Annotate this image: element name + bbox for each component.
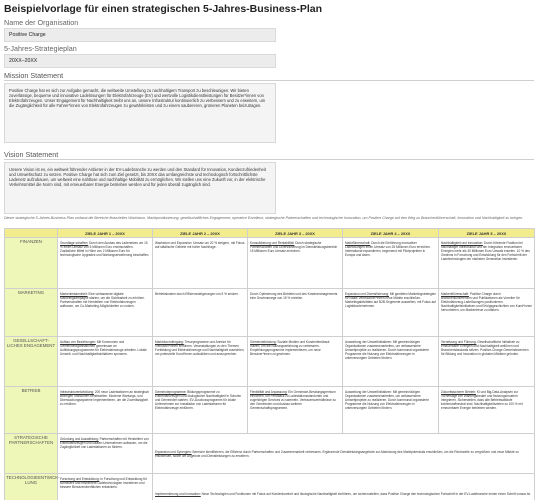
goal-cell[interactable]	[153, 474, 535, 500]
row-label-finanzen: FINANZEN	[5, 238, 58, 289]
plan-label: 5-Jahres-Strategieplan	[4, 44, 77, 53]
goal-cell[interactable]	[439, 238, 535, 289]
table-row	[5, 387, 535, 434]
page-title: Beispielvorlage für einen strategischen 5-Jahres-Business-Plan	[4, 3, 323, 15]
goal-cell[interactable]	[248, 238, 343, 289]
goal-cell[interactable]	[153, 434, 535, 474]
goal-cell[interactable]	[343, 238, 439, 289]
goal-cell-heading: Gründung und Auswählung:	[60, 437, 99, 441]
goal-cell[interactable]	[439, 387, 535, 434]
vision-text[interactable]: Unsere Vision ist es, ein weltweit führender Anbieter in der EV-Ladebranche zu werden und den Standard für Innovation, Kundenzufriedenheit und Umweltschutz zu setzen. Positive Charge hat sich zum Ziel gesetzt, bis 20XX das umfangreichste und technologisch fortschrittlichste Ladenetz aufzubauen, um weltweit eine nahtlose und nachhaltige Mobilität zu ermöglichen. Wir stellen uns eine Zukunft vor, in der elektrische Verkehrsmittel die Norm sind, mit erneuerbarer Energie betrieben werden und für jeden überall zugänglich sind.	[4, 162, 276, 214]
goal-cell-heading: Markenführerschaft:	[441, 292, 469, 296]
col-header-year-1: ZIELE JAHR 1 – 20XX	[58, 229, 153, 238]
goal-cell-text: Bildungsprogramme zu Elektrofahrzeugen und ökologischer Nachhaltigkeit in Schulen und Gemeinden starten. EV-Zuschussprogramm für lokale Unternehmen zur Installation von Ladestationen für Elektrofahrzeuge einführen.	[155, 390, 242, 410]
col-header-year-2: ZIELE JAHR 2 – 20XX	[153, 229, 248, 238]
org-label: Name der Organisation	[4, 18, 79, 27]
goal-cell-heading: Expansion und Synergien:	[155, 449, 192, 454]
vision-label: Vision Statement	[4, 149, 534, 160]
goal-cell-heading: Flexibilität und Anpassung:	[250, 390, 288, 394]
goal-cell-text: Positive Charge durch Branchenkonferenzen und Publikationen als Vorreiter für Elektrofahrzeug-Ladelösungen positionieren. Nachhaltigkeitsinitiativen und Erfolgsgeschichten von Kund*innen hervorheben, um Markentreue zu stärken.	[441, 292, 532, 312]
goals-table	[4, 228, 535, 500]
goal-cell-text: Eine umfassende digitale Marketingkampagne starten, um die Sichtbarkeit zu erhöhen. Partnerschaften mit Herstellern von Elektrofahrzeugen aufbauen, um Co-Marketing-Möglichkeiten zu nutzen.	[60, 292, 145, 308]
intro-text: Dieser strategische 5-Jahres-Business-Plan umfasst die Bereiche finanzielles Wachstum, Marktpositionierung, gesellschaftliches Engagement, operative Exzellenz, strategische Partnerschaften und technologische Innovation, um Positive Charge auf den Weg zu Branchenführerschaft, Innovation und Nachhaltigkeit zu bringen.	[4, 216, 524, 220]
goal-cell[interactable]	[248, 387, 343, 434]
row-label-marketing: MARKETING	[5, 289, 58, 337]
goal-cell-text: Betriebskosten durch Effizienzsteigerungen um 5 % senken.	[155, 292, 239, 296]
goal-cell-text: Gesellschaftliche Initiativen zu erneuerbarer Energien und Nachhaltigkeit anführen und Branchenstandards setzen. Positive-Charge-Gemeindezentren für Bildung und Innovation in globalen Märkten gründen.	[441, 340, 529, 356]
goal-cell[interactable]	[153, 337, 248, 387]
goal-cell-text: Durch Optimierung des Betriebs und des Kostenmanagements eine Gewinnmarge von 15 % erzielen.	[250, 292, 338, 300]
goal-cell[interactable]	[248, 289, 343, 337]
goal-cell[interactable]	[58, 474, 153, 500]
col-header-year-5: ZIELE JAHR 5 – 20XX	[439, 229, 535, 238]
goal-cell-text: Bereiche identifizieren, die Effizienz durch Partnerschaften und Zusammenarbeit verbessern. Ergänzende Dienstleistungsangebote zur Abdeckung des Marktpotenzials erschließen, um die Reichweite zu vergrößern und neue Märkte zu erschließen, sowie um Angebote und Dienstleistungen zu erweitern.	[155, 449, 519, 458]
table-row	[5, 238, 535, 289]
goal-cell-text: Ausweitung der Umweltinitiativen: Mit gemeinnützigen Organisationen zusammenarbeiten, um umfassendere Umweltprojekte zu realisieren. Durch kommunal organisierte Programme die Nutzung von Elektrofahrzeugen in unterversorgten Gebieten fördern.	[345, 340, 429, 360]
goal-cell-heading: Expansion und Diversifizierung:	[345, 292, 389, 296]
goal-cell-text: Durch strategische Partnerschaften und Diversifizierung im Dienstleistungsbereich 15 Millionen Euro Umsatz erreichen.	[250, 241, 338, 253]
goal-cell-heading: Konsolidierung und Rentabilität:	[250, 241, 295, 245]
table-row	[5, 289, 535, 337]
goal-cell[interactable]	[153, 387, 248, 434]
goal-cell[interactable]	[58, 238, 153, 289]
goal-cell-heading: Markenbekanntheit:	[60, 292, 88, 296]
table-row	[5, 337, 535, 387]
goal-cell[interactable]	[58, 337, 153, 387]
goal-cell-heading: Nachhaltigkeit und Innovation:	[441, 241, 484, 245]
goal-cell[interactable]	[439, 337, 535, 387]
goal-cell[interactable]	[153, 238, 248, 289]
row-label-engagement: GESELLSCHAFT-LICHES ENGAGEMENT	[5, 337, 58, 387]
row-label-betrieb: BETRIEB	[5, 387, 58, 434]
goal-cell-text: In Forschung und Entwicklung für schnellere und effizientere Ladetechnologien investieren und bessere Benutzeroberflächen entwickeln.	[60, 477, 147, 489]
goal-cell-heading: Gemeindebindung:	[250, 340, 277, 344]
goal-cell-text: Durch die Einführung innovativer Ladelösungen einen Umsatz von 25 Millionen Euro erreichen. International expandieren, beginnend mit Pilotprojekten in Europa und Asien.	[345, 241, 431, 257]
org-field[interactable]: Positive Charge	[4, 28, 276, 42]
goal-cell-text: Ausweitung der Umweltinitiativen: Mit gemeinnützigen Organisationen zusammenarbeiten, um umfassendere Umweltprojekte zu realisieren. Durch kommunal organisierte Programme die Nutzung von Elektrofahrzeugen in unterversorgten Gebieten fördern.	[345, 390, 429, 410]
goal-cell[interactable]	[343, 289, 439, 337]
goal-cell-text: Durch den Ausbau des Ladenetzes um 15 % einen Umsatz von 5 Millionen Euro erwirtschaften. Zusätzliche Mittel in Höhe von 2 Millionen Euro für technologische Upgrades und Wartungserweiterung beschaffen.	[60, 241, 150, 257]
plan-field[interactable]: 20XX–20XX	[4, 54, 276, 68]
goal-cell-text: 200 neue Ladestationen an strategisch wichtigen Standorten bereitstellen. Moderne Wartungs- und Überwachungssysteme implementieren, um die Zuverlässigkeit zu erhöhen.	[60, 390, 150, 406]
goal-cell[interactable]	[58, 289, 153, 337]
header-corner	[5, 229, 58, 238]
goal-cell-text: Mit gezielten Marketingstrategien für lokale Verbraucher*innen neue Märkte erschließen. Marketingaktivitäten auf B2B-Segmente ausweiten, mit Fokus auf Logistikunternehmen.	[345, 292, 436, 308]
goal-cell-heading: Vernetzung und Führung:	[441, 340, 477, 344]
goals-header-row	[5, 229, 535, 238]
goal-cell-text: Treueprogramme und Anreize für Vielnutzer*innen einführen. Veranstaltungen zu den Themen Fortbildung und Elektrofahrzeuge und Nachhaltigkeit ausrichten, um potenzielle Kund*innen aufzuklären und anzusprechen.	[155, 340, 245, 356]
goal-cell[interactable]	[439, 289, 535, 337]
row-label-technologie: TECHNOLOGIEENTWICK-LUNG	[5, 474, 58, 500]
goal-cell-heading: Grundlage schaffen:	[60, 241, 89, 245]
mission-text[interactable]: Positive Charge hat es sich zur Aufgabe gemacht, die weltweite Umstellung zu nachhaltigem Transport zu beschleunigen. Wir bieten zuverlässige, bequeme und innovative Ladelösungen für Elektrofahrzeuge (EV) und wertvolle Logistikdienstleistungen für Besitzer*innen von Elektrofahrzeugen. Unser Engagement für Nachhaltigkeit treibt uns an, unsere Infrastruktur kontinuierlich zu verbessern und zu erweitern, um die Zugänglichkeit für alle Fahrer*innen von Elektrofahrzeugen zu gewährleisten und zu einem saubereren, grüneren Planeten beizutragen.	[4, 83, 276, 143]
goal-cell-text: Wachstum und Expansion: Umsatz um 20 % steigern, mit Fokus auf städtische Gebiete mit hoher Nachfrage.	[155, 241, 245, 249]
table-row	[5, 434, 535, 474]
mission-label: Mission Statement	[4, 70, 534, 81]
goal-cell-text: Mit Kommunen und Gemeindeorganisationen gemeinsam an Aufklärungsprogrammen für Elektrofahrzeuge arbeiten. Lokale Umwelt- und Nachhaltigkeitsinitiativen sponsern.	[60, 340, 147, 356]
goal-cell[interactable]	[248, 337, 343, 387]
goal-cell-text: Soziale Medien und Kundenfeedback nutzen, um die Nutzungserfahrung zu verbessern. Empfehlungsprogramme implementieren, um neue Benutzer*innen zu gewinnen.	[250, 340, 330, 356]
goal-cell[interactable]	[153, 289, 248, 337]
goal-cell-text: Durch führende Position bei nachhaltiger Infrastruktur und der Integration erneuerbarer Energien mehr als 30 Millionen Euro Umsatz erzielen. 10 % des Gewinns in Forschung und Entwicklung für den Fortschritt der Ladetechnologien der nächsten Generation investieren.	[441, 241, 530, 261]
goal-cell-heading: Marktführerschaft:	[345, 241, 371, 245]
goal-cell-text: Partnerschaften mit Herstellern von Elektrofahrzeugen und lokalen Unternehmen aufbauen, um die Zugänglichkeit von Ladestationen zu fördern.	[60, 437, 149, 449]
goal-cell[interactable]	[58, 434, 153, 474]
row-label-partnerschaften: STRATEGISCHE PARTNERSCHAFTEN	[5, 434, 58, 474]
goal-cell-text: Neue Technologien und Funktionen mit Fokus auf Kundenkomfort und ökologische Nachhaltigkeit einführen, um sicherzustellen, dass Positive Charge den technologischen Fortschritt in der EV-Ladebranche immer einen Schritt voraus ist.	[201, 491, 531, 496]
col-header-year-3: ZIELE JAHR 3 – 20XX	[248, 229, 343, 238]
goal-cell-text: KI und Big-Data-Analysen zur Vorhersage von Wartungsbedarf und Nutzungsmustern integrieren. Sicherstellen, dass alle Betriebsabläufe kohlenstoffneutral sind. Nachhaltigkeitszielen zu 100 % mit erneuerbarer Energie betrieben werden.	[441, 390, 523, 410]
goal-cell-heading: Gemeindeprogramme:	[155, 390, 187, 394]
goal-cell-text: Ein Gemeinde-Beratungsgremium einrichten, um Feedback zu Ladestationsstandorten und zugehörigen Services zu sammeln. Vertrauensverhältnisse zu den Gemeinden und Ausbau weiterer Gemeinschaftsprogramme.	[250, 390, 336, 410]
table-row	[5, 474, 535, 500]
goal-cell[interactable]	[343, 387, 439, 434]
goal-cell-heading: Marktdurchdringung:	[155, 340, 184, 344]
goal-cell[interactable]	[343, 337, 439, 387]
goal-cell-heading: Zukunftssicherer Betrieb:	[441, 390, 476, 394]
goal-cell-heading: Infrastrukturentwicklung:	[60, 390, 95, 394]
col-header-year-4: ZIELE JAHR 4 – 20XX	[343, 229, 439, 238]
goal-cell-heading: Aufbau von Beziehungen:	[60, 340, 96, 344]
goal-cell[interactable]	[58, 387, 153, 434]
goal-cell-heading: Implementierung und Innovation:	[155, 491, 201, 496]
goal-cell-heading: Forschung und Entwicklung:	[60, 477, 100, 481]
